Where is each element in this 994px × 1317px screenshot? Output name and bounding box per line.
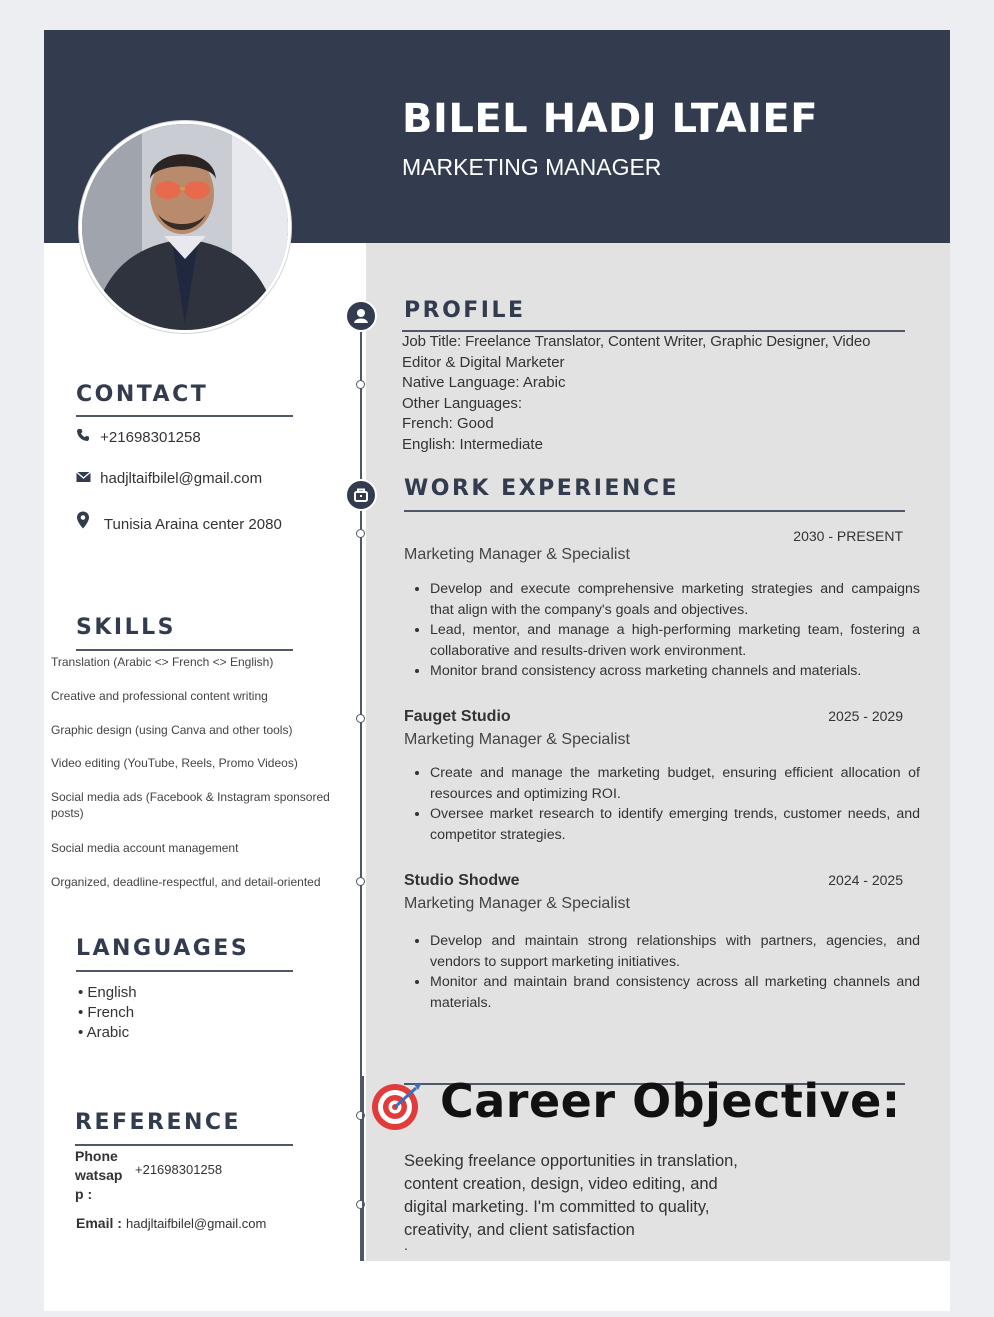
- skill-item: Video editing (YouTube, Reels, Promo Videos): [51, 756, 298, 770]
- career-text: Seeking freelance opportunities in translation, content creation, design, video editing, and digital marketing. I'm committed to quality, creativity, and client satisfaction: [404, 1152, 738, 1239]
- contact-email[interactable]: [76, 470, 262, 487]
- person-name: BILEL HADJ LTAIEF: [402, 96, 819, 142]
- skills-divider: [76, 649, 293, 651]
- job-role: Marketing Manager & Specialist: [404, 546, 630, 563]
- job-bullet: • Monitor and maintain brand consistency across all marketing channels and materials.: [430, 972, 920, 1013]
- person-silhouette-icon: [82, 124, 288, 330]
- job-bullet: • Create and manage the marketing budget, ensuring efficient allocation of resources and optimizing ROI.: [430, 763, 920, 804]
- reference-heading: REFERENCE: [75, 1110, 242, 1135]
- job-bullet: • Develop and execute comprehensive marketing strategies and campaigns that align with the company's goals and objectives.: [430, 579, 920, 620]
- phone-icon: [76, 428, 96, 446]
- job-role: Marketing Manager & Specialist: [404, 731, 630, 748]
- briefcase-icon: [345, 479, 377, 511]
- career-trailing: .: [404, 1237, 408, 1253]
- job-date: 2024 - 2025: [828, 872, 903, 888]
- profile-heading: PROFILE: [404, 298, 526, 323]
- experience-heading: WORK EXPERIENCE: [404, 476, 679, 501]
- reference-phone[interactable]: +21698301258: [135, 1162, 223, 1177]
- skills-heading: SKILLS: [76, 615, 176, 640]
- languages-heading: LANGUAGES: [76, 936, 250, 961]
- contact-divider: [76, 415, 293, 417]
- job-bullets: [414, 931, 920, 1013]
- language-item: • English: [78, 984, 137, 1001]
- resume-page: [44, 30, 950, 1311]
- job-bullet: • Monitor brand consistency across marketing channels and materials.: [430, 661, 920, 682]
- reference-divider: [75, 1144, 293, 1146]
- timeline-dot: [356, 714, 365, 723]
- experience-divider: [404, 510, 905, 512]
- profile-icon: [345, 300, 377, 332]
- mail-icon: [76, 470, 96, 487]
- job-date: 2030 - PRESENT: [793, 528, 903, 544]
- language-item: • Arabic: [78, 1024, 130, 1041]
- timeline-dot: [356, 380, 365, 389]
- timeline-dot: [356, 529, 365, 538]
- job-company: Studio Shodwe: [404, 872, 520, 889]
- phone-text: +21698301258: [100, 429, 201, 446]
- reference-email[interactable]: hadjltaifbilel@gmail.com: [126, 1216, 267, 1231]
- contact-heading: CONTACT: [76, 382, 209, 407]
- skill-item: Organized, deadline-respectful, and detail-oriented: [51, 875, 321, 889]
- job-date: 2025 - 2029: [828, 708, 903, 724]
- job-bullets: [414, 579, 920, 682]
- timeline-dot: [356, 877, 365, 886]
- profile-text: Job Title: Freelance Translator, Content Writer, Graphic Designer, Video Editor & Digital Marketer Native Language: Arabic Other Languages: French: Good English: Intermediate: [402, 333, 871, 453]
- job-bullet: • Develop and maintain strong relationships with partners, agencies, and vendors to support marketing initiatives.: [430, 931, 920, 972]
- address-text: Tunisia Araina center 2080: [103, 516, 282, 533]
- skill-item: Social media ads (Facebook & Instagram sponsored posts): [51, 790, 330, 820]
- languages-divider: [76, 970, 293, 972]
- location-pin-icon: [76, 511, 100, 533]
- skill-item: Graphic design (using Canva and other tools): [51, 723, 293, 737]
- target-icon: [370, 1080, 422, 1137]
- job-title: MARKETING MANAGER: [402, 154, 662, 180]
- skill-item: Social media account management: [51, 841, 239, 855]
- job-bullet: • Oversee market research to identify emerging trends, customer needs, and competitor strategies.: [430, 804, 920, 845]
- job-company: Fauget Studio: [404, 708, 511, 725]
- job-bullet: • Lead, mentor, and manage a high-performing marketing team, fostering a collaborative and results-driven work environment.: [430, 620, 920, 661]
- career-side-line: [362, 1076, 364, 1261]
- skill-item: Creative and professional content writing: [51, 689, 268, 703]
- email-text: hadjltaifbilel@gmail.com: [100, 470, 263, 487]
- contact-phone[interactable]: [76, 428, 201, 446]
- career-heading: Career Objective:: [440, 1074, 901, 1128]
- reference-email-label: Email :: [76, 1215, 122, 1231]
- profile-photo: [79, 121, 291, 333]
- language-item: • French: [78, 1004, 135, 1021]
- job-bullets: [414, 763, 920, 845]
- job-role: Marketing Manager & Specialist: [404, 895, 630, 912]
- contact-address: [76, 511, 282, 533]
- reference-phone-label: Phone watsap p :: [75, 1148, 123, 1202]
- skill-item: Translation (Arabic <> French <> English): [51, 655, 274, 669]
